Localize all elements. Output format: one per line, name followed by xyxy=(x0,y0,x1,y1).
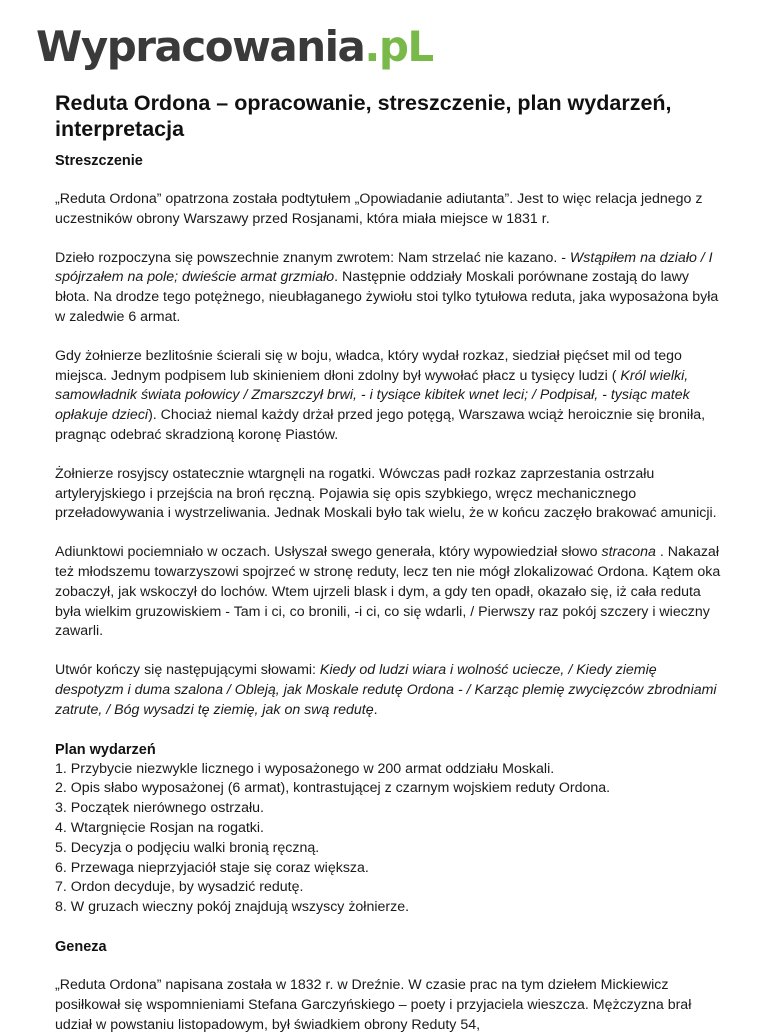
paragraph-text: Gdy żołnierze bezlitośnie ścierali się w boju, władca, który wydał rozkaz, siedział pięćset mil od tego miejsca. Jednym podpisem lub skinieniem dłoni zdolny był wywołać płacz u tysięcy ludzi ( xyxy=(55,347,682,384)
paragraph-text: . Następnie oddziały Moskali porównane zostają do lawy błota. Na drodze tego potężnego, nieubłaganego żywiołu stoi tylko tytułowa reduta, jaka wyposażona była w zaledwie 6 armat. xyxy=(55,269,719,325)
paragraph-text: . Nakazał też młodszemu towarzyszowi spojrzeć w stronę reduty, lecz ten nie mógł zlokalizować Ordona. Kątem oka zobaczył, jak wskoczył do lochów. Wtem ujrzeli blask i dym, a gdy ten opadł, okazało się, iż cała reduta była wielkim gruzowiskiem - Tam i ci, co bronili, -i ci, co się wdarli, / Pierwszy raz pokój szczery i wieczny zawarli. xyxy=(55,544,721,640)
logo-wordmark: Wypracowania xyxy=(36,22,365,71)
section-heading-plan: Plan wydarzeń xyxy=(55,741,156,758)
summary-paragraph-2 xyxy=(55,249,723,328)
list-item: 3. Początek nierównego ostrzału. xyxy=(55,800,264,817)
summary-paragraph-3 xyxy=(55,347,723,446)
paragraph-text: . xyxy=(373,701,378,718)
list-item: 8. W gruzach wieczny pokój znajdują wszyscy żołnierze. xyxy=(55,899,410,916)
list-item: 6. Przewaga nieprzyjaciół staje się coraz większa. xyxy=(55,859,369,876)
summary-paragraph-1: „Reduta Ordona” opatrzona została podtytułem „Opowiadanie adiutanta”. Jest to więc relacja jednego z uczestników obrony Warszawy przed Rosjanami, która miała miejsce w 1831 r. xyxy=(55,191,703,227)
list-item: 5. Decyzja o podjęciu walki bronią ręczną. xyxy=(55,839,320,856)
article-body xyxy=(55,90,723,1035)
section-heading-geneza: Geneza xyxy=(55,938,107,955)
article-title: Reduta Ordona – opracowanie, streszczenie, plan wydarzeń, interpretacja xyxy=(55,91,672,141)
list-item: 7. Ordon decyduje, by wysadzić redutę. xyxy=(55,879,304,896)
summary-paragraph-6 xyxy=(55,661,723,720)
paragraph-text: Utwór kończy się następującymi słowami: xyxy=(55,662,320,679)
paragraph-text: Dzieło rozpoczyna się powszechnie znanym zwrotem: Nam strzelać nie kazano. - xyxy=(55,249,570,266)
quote-text: Kiedy od ludzi wiara i wolność uciecze, / Kiedy ziemię despotyzm i duma szalona / Obleją, jak Moskale redutę Ordona - / Karząc plemię zwycięzców zbrodniami zatrute, / Bóg wysadzi tę ziemię, jak on swą redutę xyxy=(55,662,717,718)
logo-domain: .pL xyxy=(364,22,433,71)
quote-text: stracona xyxy=(601,544,656,561)
list-item: 2. Opis słabo wyposażonej (6 armat), kontrastującej z czarnym wojskiem reduty Ordona. xyxy=(55,780,611,797)
list-item: 1. Przybycie niezwykle licznego i wyposażonego w 200 armat oddziału Moskali. xyxy=(55,760,555,777)
section-heading-streszczenie: Streszczenie xyxy=(55,153,143,169)
plan-list xyxy=(55,760,723,918)
quote-text: Król wielki, samowładnik świata połowicy / Zmarszczył brwi, - i tysiące kibitek wnet leci; / Podpisał, - tysiąc matek opłakuje dzieci xyxy=(55,367,690,424)
list-item: 4. Wtargnięcie Rosjan na rogatki. xyxy=(55,819,264,836)
summary-paragraph-5 xyxy=(55,543,723,642)
quote-text: Wstąpiłem na działo / I spójrzałem na pole; dwieście armat grzmiało xyxy=(55,249,713,286)
genesis-paragraph-1: „Reduta Ordona” napisana została w 1832 r. w Dreźnie. W czasie prac na tym dziełem Mickiewicz posiłkował się wspomnieniami Stefana Garczyńskiego – poety i przyjaciela wieszcza. Mężczyzna brał udział w powstaniu listopadowym, był świadkiem obrony Reduty 54, xyxy=(55,976,692,1033)
site-logo[interactable] xyxy=(36,22,433,72)
summary-paragraph-4: Żołnierze rosyjscy ostatecznie wtargnęli na rogatki. Wówczas padł rozkaz zaprzestania ostrzału artyleryjskiego i przejścia na broń ręczną. Pojawia się opis szybkiego, wręcz mechanicznego przeładowywania i wystrzeliwania. Jednak Moskali było tak wielu, że w końcu zaczęło brakować amunicji. xyxy=(55,465,717,522)
paragraph-text: ). Chociaż niemal każdy drżał przed jego potęgą, Warszawa wciąż heroicznie się broniła, pragnąc odebrać skradzioną koronę Piastów. xyxy=(55,407,706,443)
paragraph-text: Adiunktowi pociemniało w oczach. Usłyszał swego generała, który wypowiedział słowo xyxy=(55,544,602,561)
